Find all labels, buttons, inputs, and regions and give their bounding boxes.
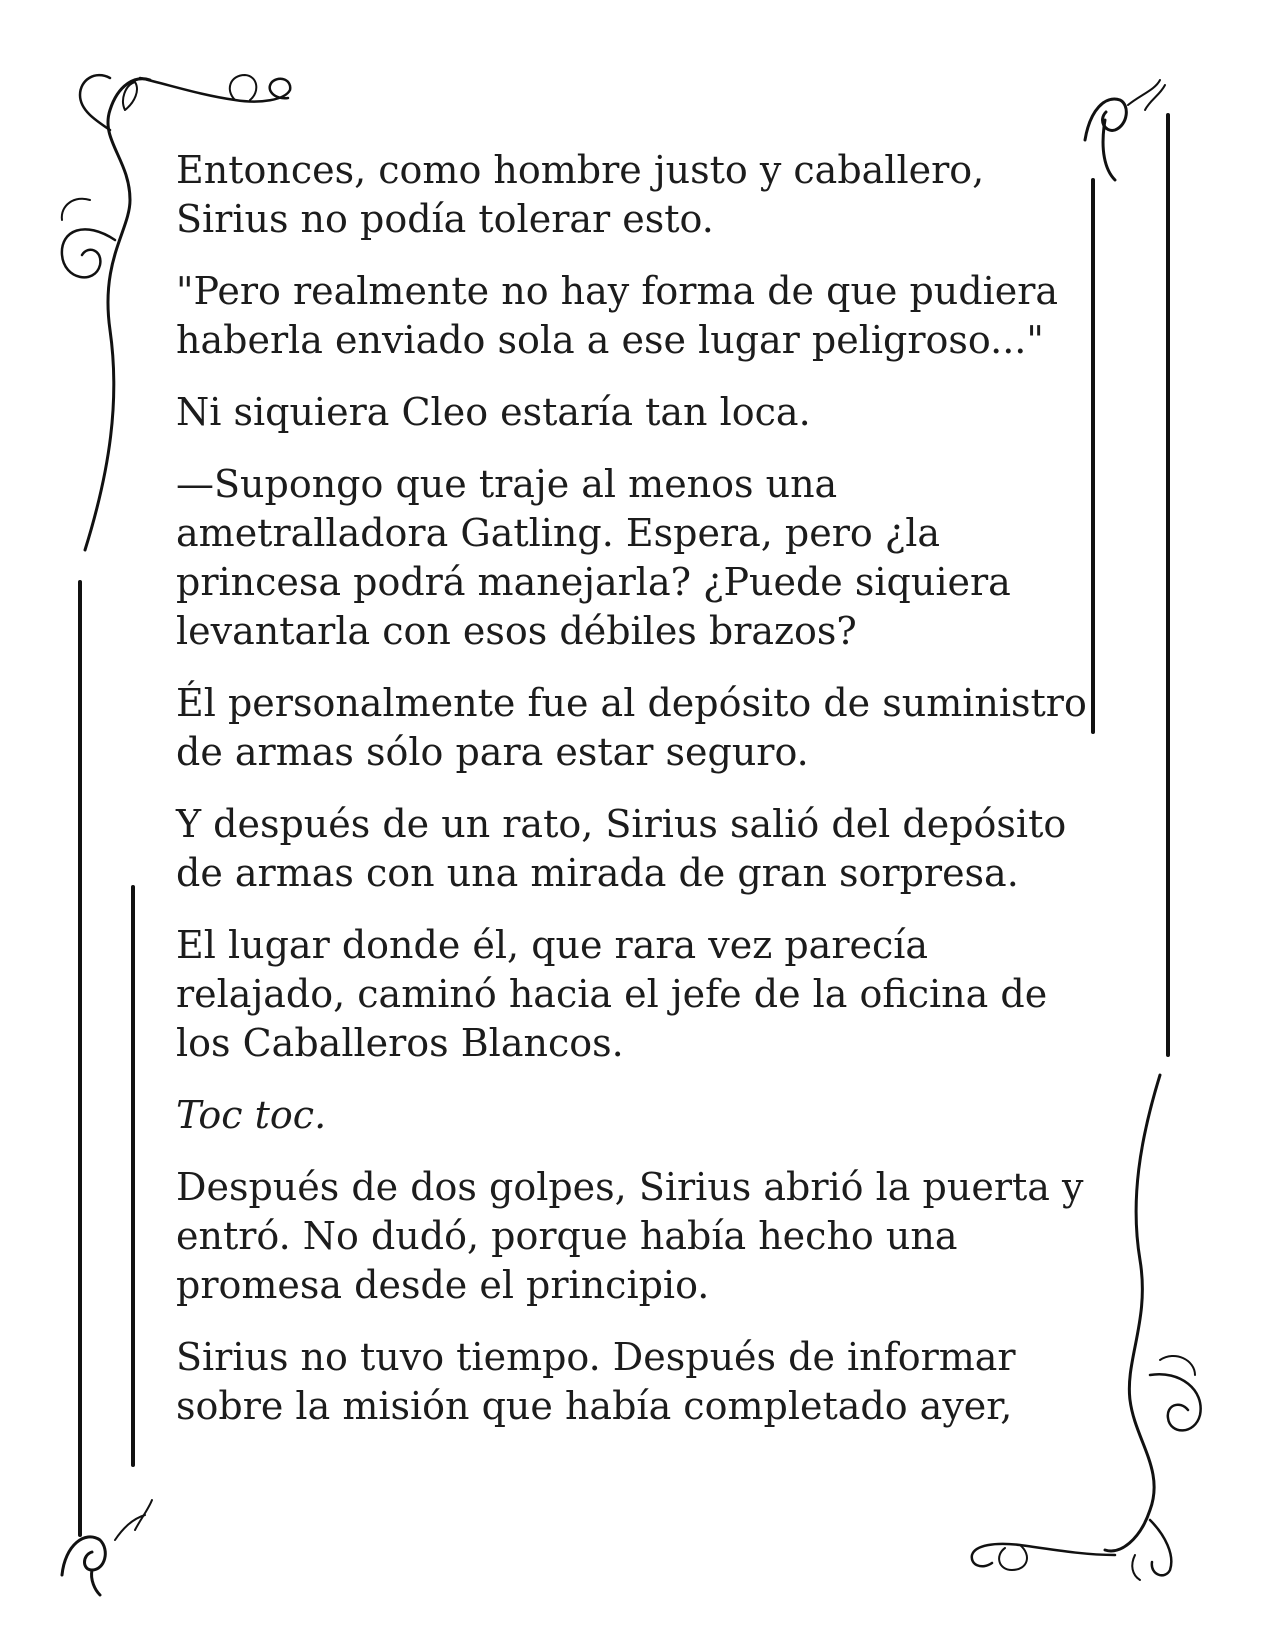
paragraph: Entonces, como hombre justo y caballero, Sirius no podía tolerar esto. bbox=[176, 148, 985, 241]
paragraph: —Supongo que traje al menos una ametralladora Gatling. Espera, pero ¿la princesa podrá manejarla? ¿Puede siquiera levantarla con esos débiles brazos? bbox=[176, 462, 1011, 653]
text-block bbox=[176, 146, 1106, 1454]
paragraph: "Pero realmente no hay forma de que pudiera haberla enviado sola a ese lugar peligroso..." bbox=[176, 269, 1059, 362]
bottom-left-flourish bbox=[62, 1500, 152, 1595]
paragraph: Sirius no tuvo tiempo. Después de informar sobre la misión que había completado ayer, bbox=[176, 1335, 1016, 1428]
paragraph-sound-effect: Toc toc. bbox=[176, 1093, 327, 1137]
paragraph: Y después de un rato, Sirius salió del depósito de armas con una mirada de gran sorpresa. bbox=[176, 802, 1067, 895]
paragraph: El lugar donde él, que rara vez parecía relajado, caminó hacia el jefe de la oficina de los Caballeros Blancos. bbox=[176, 923, 1048, 1065]
paragraph: Ni siquiera Cleo estaría tan loca. bbox=[176, 390, 811, 434]
paragraph: Él personalmente fue al depósito de suministro de armas sólo para estar seguro. bbox=[176, 681, 1087, 774]
paragraph: Después de dos golpes, Sirius abrió la puerta y entró. No dudó, porque había hecho una promesa desde el principio. bbox=[176, 1165, 1084, 1307]
